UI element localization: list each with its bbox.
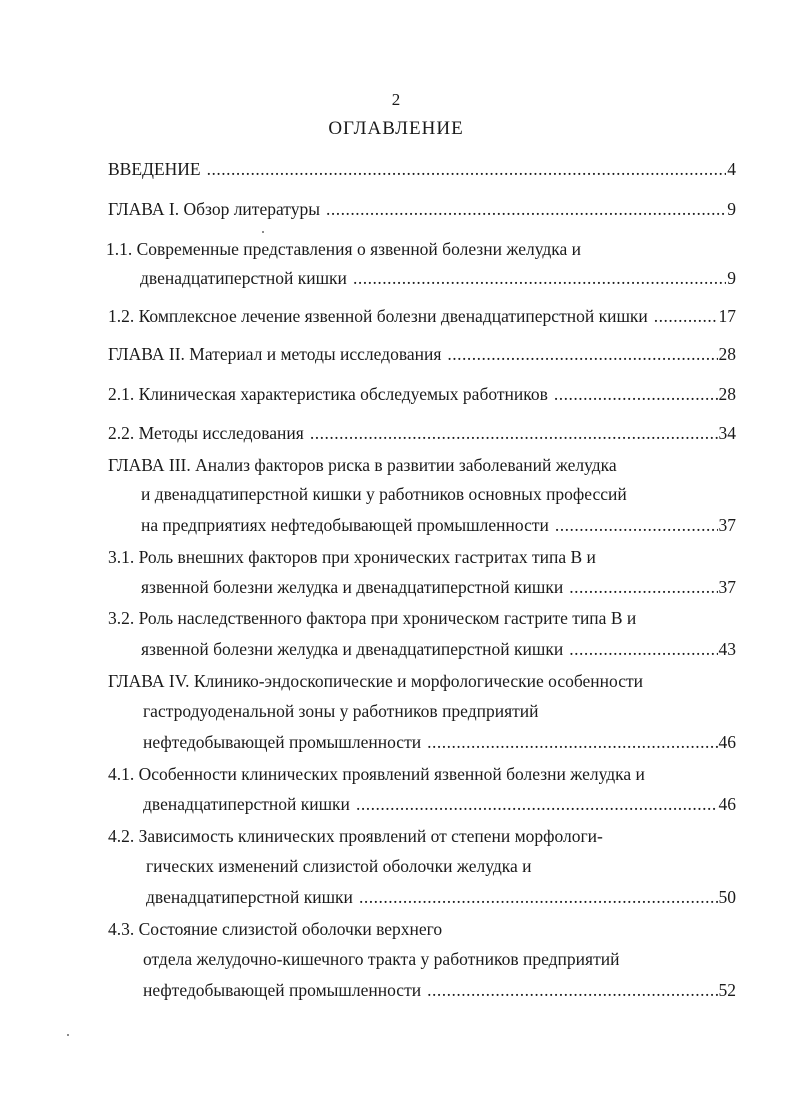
toc-page-number: 46 <box>718 794 736 814</box>
toc-entry <box>108 422 736 444</box>
toc-entry-line: 4.1. Особенности клинических проявлений язвенной болезни желудка и <box>108 764 645 784</box>
leader-dots <box>654 305 718 327</box>
toc-entry-text: двенадцатиперстной кишки <box>140 268 347 288</box>
toc-entry-text: нефтедобывающей промышленности <box>143 980 422 1000</box>
toc-page-number: 37 <box>718 577 736 597</box>
toc-entry-text: двенадцатиперстной кишки <box>146 887 353 907</box>
scan-speck <box>262 231 264 233</box>
toc-page-number: 37 <box>718 515 736 535</box>
toc-entry-line: ГЛАВА IV. Клинико-эндоскопические и морфологические особенности <box>108 671 643 691</box>
toc-entry <box>108 383 736 405</box>
leader-dots <box>359 886 718 908</box>
toc-page-number: 9 <box>727 268 736 288</box>
toc-page-number: 50 <box>718 887 736 907</box>
toc-entry-text: ГЛАВА I. Обзор литературы <box>108 199 320 219</box>
leader-dots <box>554 383 718 405</box>
toc-entry-text: 2.1. Клиническая характеристика обследуемых работников <box>108 384 548 404</box>
toc-page-number: 46 <box>718 732 736 752</box>
toc-entry <box>141 638 736 660</box>
toc-entry <box>108 305 736 327</box>
toc-entry <box>143 979 736 1001</box>
toc-entry-text: двенадцатиперстной кишки <box>143 794 350 814</box>
leader-dots <box>427 731 717 753</box>
scan-speck <box>67 1034 69 1036</box>
toc-page-number: 4 <box>727 159 736 179</box>
leader-dots <box>356 793 718 815</box>
toc-entry-text: 1.2. Комплексное лечение язвенной болезни двенадцатиперстной кишки <box>108 306 648 326</box>
toc-entry-line: ГЛАВА III. Анализ факторов риска в развитии заболеваний желудка <box>108 455 617 475</box>
toc-page-number: 52 <box>718 980 736 1000</box>
toc-entry-text: ГЛАВА II. Материал и методы исследования <box>108 344 442 364</box>
toc-entry <box>141 514 736 536</box>
toc-page-number: 34 <box>718 423 736 443</box>
toc-entry-line: гастродуоденальной зоны у работников предприятий <box>143 701 539 721</box>
toc-entry-line: 1.1. Современные представления о язвенной болезни желудка и <box>106 239 581 259</box>
toc-page-number: 28 <box>718 344 736 364</box>
page-title: ОГЛАВЛЕНИЕ <box>328 118 464 139</box>
toc-page-number: 43 <box>718 639 736 659</box>
leader-dots <box>555 514 718 536</box>
leader-dots <box>326 198 726 220</box>
toc-entry-text: язвенной болезни желудка и двенадцатиперстной кишки <box>141 639 564 659</box>
toc-page-number: 17 <box>718 306 736 326</box>
toc-entry-line: 3.1. Роль внешних факторов при хронических гастритах типа В и <box>108 547 596 567</box>
toc-entry-line: 3.2. Роль наследственного фактора при хроническом гастрите типа В и <box>108 608 637 628</box>
leader-dots <box>207 158 727 180</box>
toc-entry <box>108 343 736 365</box>
toc-entry-line: 4.3. Состояние слизистой оболочки верхнего <box>108 919 443 939</box>
toc-entry <box>140 267 736 289</box>
toc-entry <box>143 793 736 815</box>
leader-dots <box>569 576 717 598</box>
toc-entry-line: и двенадцатиперстной кишки у работников основных профессий <box>141 484 627 504</box>
page-number: 2 <box>391 90 401 109</box>
toc-entry <box>108 198 736 220</box>
toc-entry <box>141 576 736 598</box>
leader-dots <box>353 267 726 289</box>
toc-entry-text: язвенной болезни желудка и двенадцатиперстной кишки <box>141 577 564 597</box>
toc-entry-line: гических изменений слизистой оболочки желудка и <box>146 856 532 876</box>
toc-entry-text: ВВЕДЕНИЕ <box>108 159 201 179</box>
toc-entry-text: на предприятиях нефтедобывающей промышленности <box>141 515 549 535</box>
toc-entry-text: нефтедобывающей промышленности <box>143 732 422 752</box>
toc-entry-line: 4.2. Зависимость клинических проявлений от степени морфологи- <box>108 826 603 846</box>
toc-page-number: 28 <box>718 384 736 404</box>
toc-entry <box>143 731 736 753</box>
leader-dots <box>447 343 717 365</box>
leader-dots <box>569 638 717 660</box>
toc-entry <box>146 886 736 908</box>
toc-entry <box>108 158 736 180</box>
leader-dots <box>310 422 718 444</box>
toc-entry-line: отдела желудочно-кишечного тракта у работников предприятий <box>143 949 620 969</box>
leader-dots <box>427 979 717 1001</box>
toc-entry-text: 2.2. Методы исследования <box>108 423 304 443</box>
toc-page-number: 9 <box>727 199 736 219</box>
